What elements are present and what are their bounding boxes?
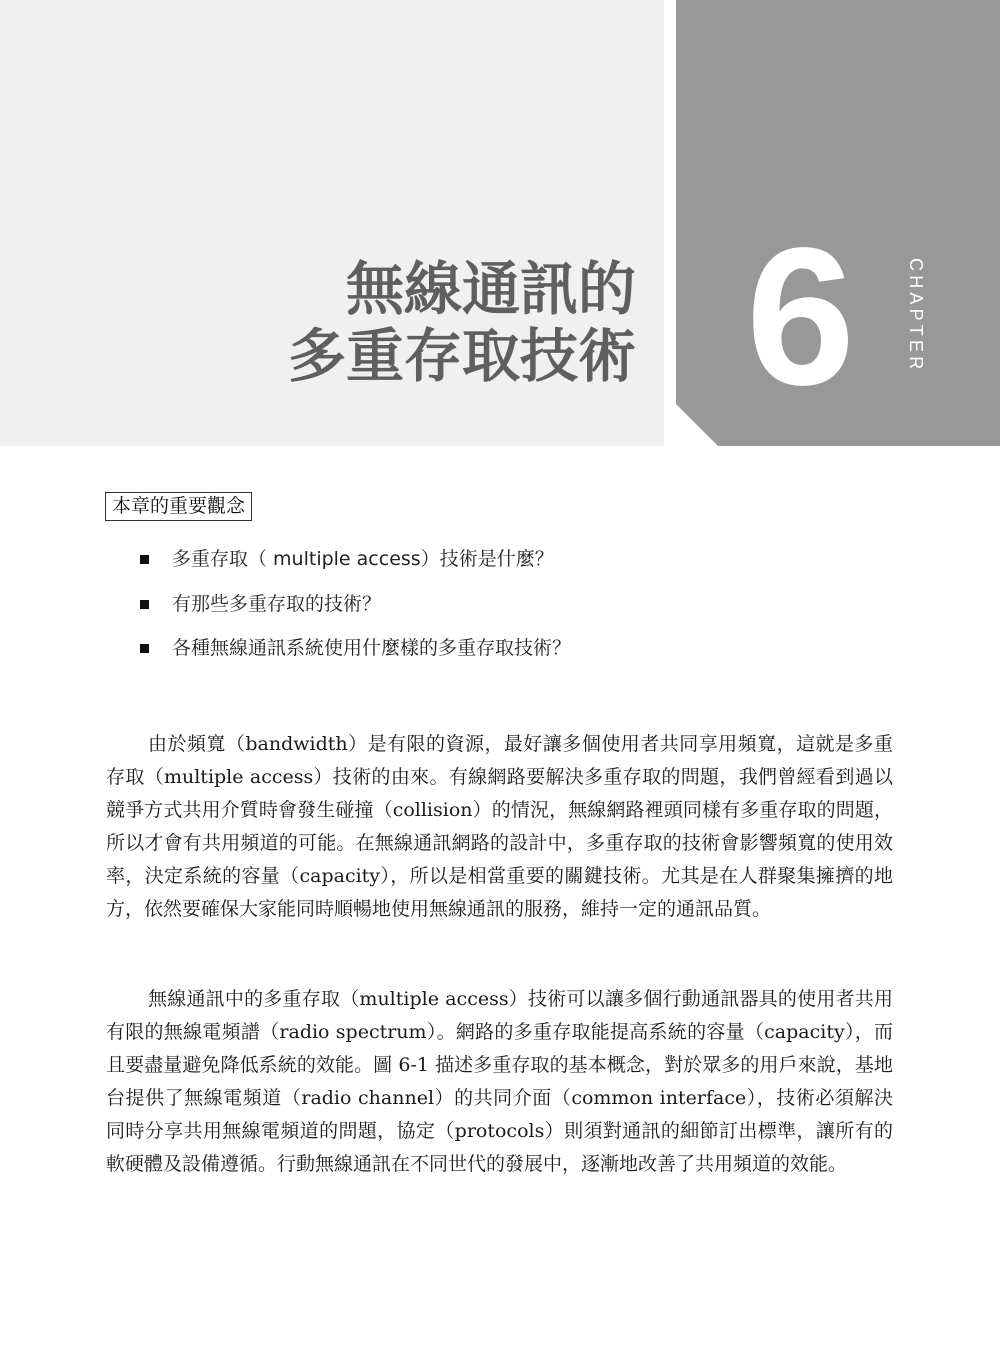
list-item — [140, 545, 571, 590]
square-bullet-icon — [140, 644, 149, 653]
body-paragraph-1: 由於頻寬（bandwidth）是有限的資源，最好讓多個使用者共同享用頻寬，這就是多重存取（multiple access）技術的由來。有線網路要解決多重存取的問題，我們曾經看到過以競爭方式共用介質時會發生碰撞（collision）的情況，無線網路裡頭同樣有多重存取的問題，所以才會有共用頻道的可能。在無線通訊網路的設計中，多重存取的技術會影響頻寬的使用效率，決定系統的容量（capacity），所以是相當重要的關鍵技術。尤其是在人群聚集擁擠的地方，依然要確保大家能同時順暢地使用無線通訊的服務，維持一定的通訊品質。 — [106, 733, 893, 920]
concept-text: 多重存取（ multiple access）技術是什麼？ — [172, 548, 554, 570]
key-concepts-heading: 本章的重要觀念 — [105, 492, 252, 521]
chapter-title-line-1: 無線通訊的 — [345, 255, 636, 323]
chapter-title-line-2: 多重存取技術 — [287, 322, 636, 390]
chapter-label-text: CHAPTER — [906, 258, 926, 374]
chapter-number: 6 — [746, 207, 856, 426]
square-bullet-icon — [140, 555, 149, 564]
concept-text: 各種無線通訊系統使用什麼樣的多重存取技術？ — [172, 637, 572, 659]
list-item — [140, 634, 571, 679]
concept-text: 有那些多重存取的技術？ — [172, 592, 382, 615]
list-item — [140, 590, 571, 635]
chapter-title — [288, 256, 636, 390]
body-paragraph-2: 無線通訊中的多重存取（multiple access）技術可以讓多個行動通訊器具的使用者共用有限的無線電頻譜（radio spectrum）。網路的多重存取能提高系統的容量（capacity），而且要盡量避免降低系統的效能。圖 6-1 描述多重存取的基本概念，對於眾多的用戶來說，基地台提供了無線電頻道（radio channel）的共同介面（common interface），技術必須解決同時分享共用無線電頻道的問題，協定（protocols）則須對通訊的細節訂出標準，讓所有的軟硬體及設備遵循。行動無線通訊在不同世代的發展中，逐漸地改善了共用頻道的效能。 — [106, 988, 893, 1175]
chapter-label — [906, 258, 926, 390]
square-bullet-icon — [140, 600, 149, 609]
key-concepts-list — [140, 545, 571, 679]
